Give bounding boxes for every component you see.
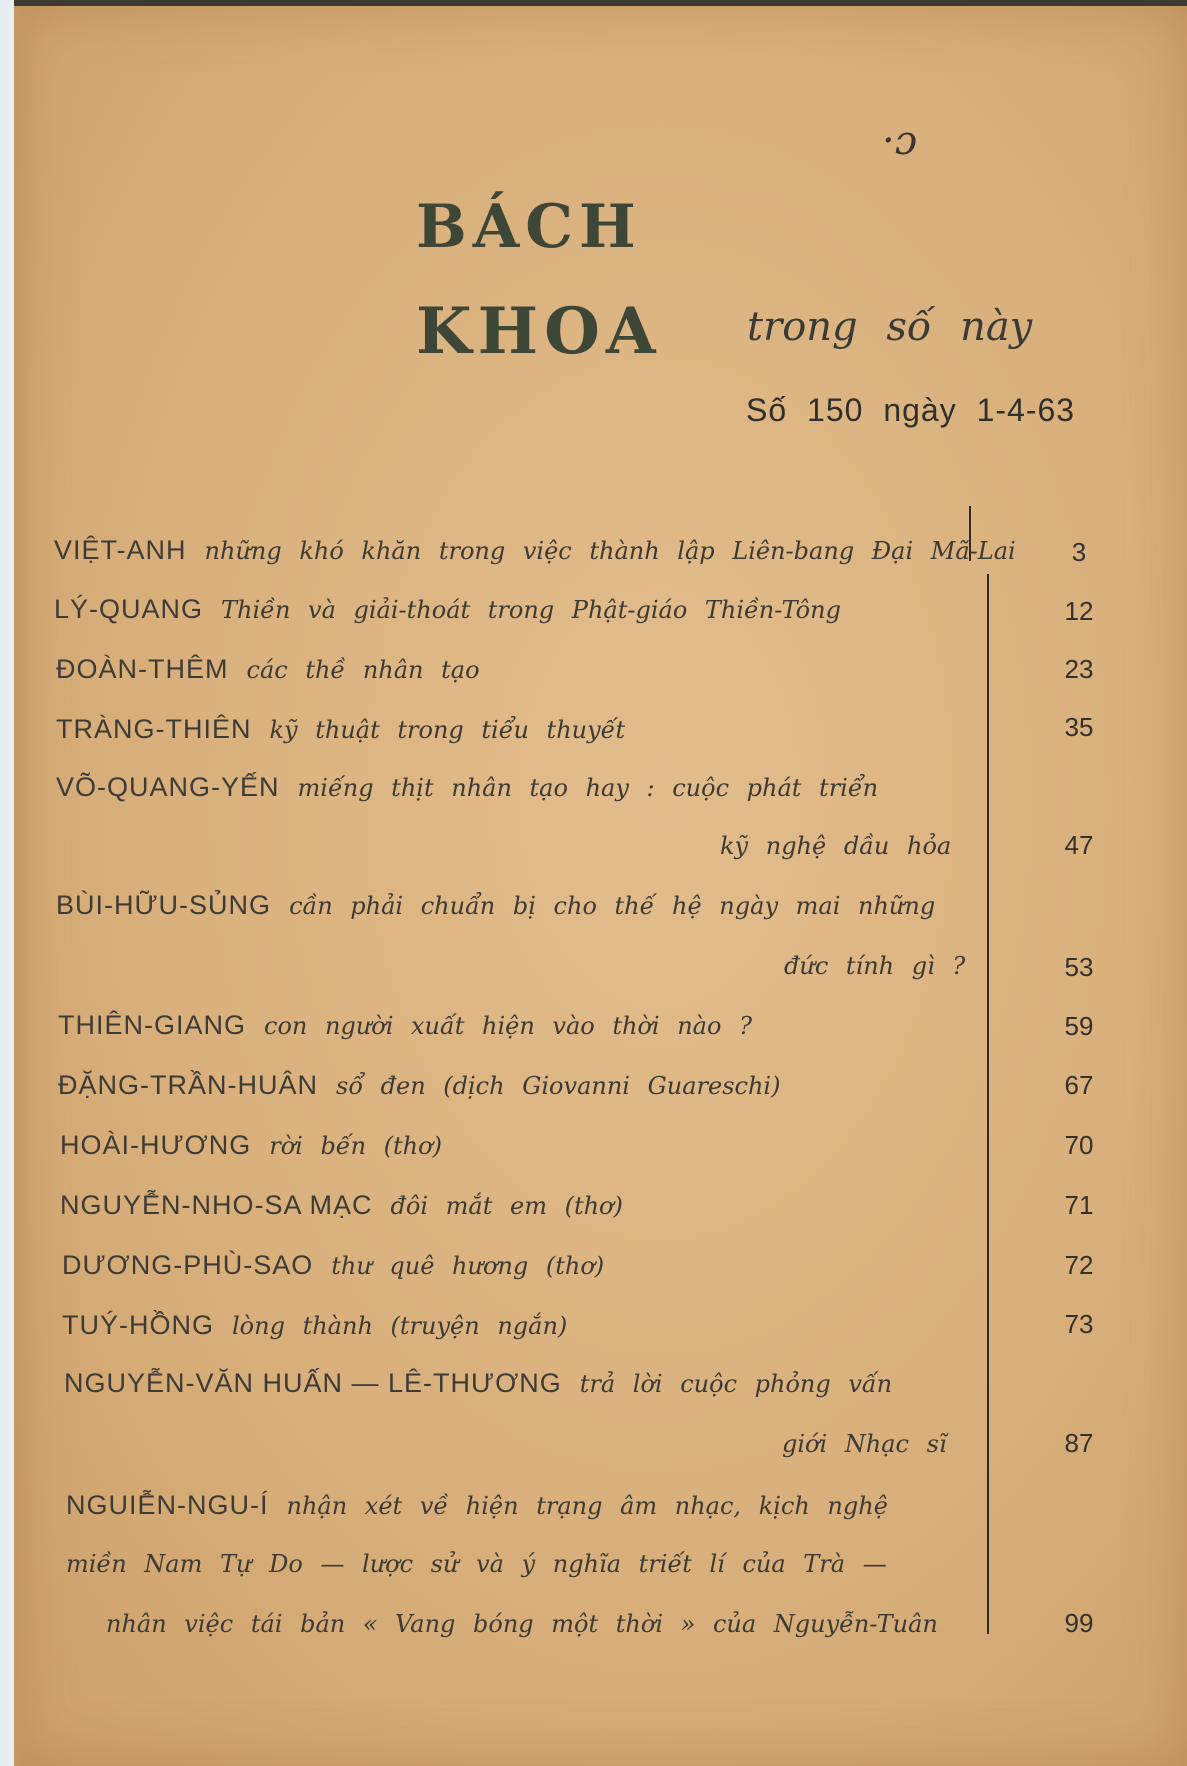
entry-page: 72	[1064, 1250, 1094, 1280]
entry-page: 12	[1064, 596, 1094, 626]
entry-title: Thiền và giải-thoát trong Phật-giáo Thiền-Tông	[221, 596, 841, 624]
entry-author: DƯƠNG-PHÙ-SAO	[62, 1250, 314, 1280]
entry-title: đôi mắt em (thơ)	[390, 1192, 623, 1220]
entry-author: LÝ-QUANG	[54, 594, 204, 624]
entry-title: miếng thịt nhân tạo hay : cuộc phát triển	[297, 774, 879, 802]
entry-page: 67	[1064, 1070, 1094, 1100]
entry-author: TUÝ-HỒNG	[62, 1310, 214, 1340]
entry-page: 71	[1064, 1190, 1094, 1220]
entry-author: ĐOÀN-THÊM	[56, 654, 229, 684]
entry-page: 59	[1064, 1011, 1094, 1041]
entry-author: BÙI-HỮU-SỦNG	[56, 890, 272, 920]
entry-page: 35	[1064, 712, 1094, 742]
column-divider	[987, 574, 989, 1634]
entry-title: cần phải chuẩn bị cho thế hệ ngày mai những	[289, 892, 936, 920]
entry-title: lòng thành (truyện ngắn)	[232, 1312, 568, 1340]
entry-author: NGUYỄN-VĂN HUẤN — LÊ-THƯƠNG	[64, 1368, 562, 1398]
issue-info: Số 150 ngày 1-4-63	[746, 392, 1076, 428]
masthead-line2: KHOA	[416, 294, 662, 369]
entry-author: NGUYỄN-NHO-SA MẠC	[60, 1190, 373, 1220]
entry-author: VIỆT-ANH	[54, 535, 187, 565]
entry-title: con người xuất hiện vào thời nào ?	[264, 1012, 752, 1040]
magazine-page	[14, 0, 1187, 1766]
entry-title: sổ đen (dịch Giovanni Guareschi)	[336, 1072, 781, 1100]
entry-author: ĐẶNG-TRẦN-HUÂN	[58, 1070, 318, 1100]
entry-author: NGUIỄN-NGU-Í	[66, 1490, 269, 1520]
entry-title: kỹ thuật trong tiểu thuyết	[269, 716, 626, 744]
entry-page: 23	[1064, 654, 1094, 684]
entry-page: 87	[1064, 1428, 1094, 1458]
entry-page: 53	[1064, 952, 1094, 982]
entry-page: 47	[1064, 830, 1094, 860]
masthead-line1: BÁCH	[416, 192, 642, 262]
entry-title: những khó khăn trong việc thành lập Liên-bang Đại Mã-Lai	[204, 537, 1016, 565]
entry-title-continued: nhân việc tái bản « Vang bóng một thời » của Nguyễn-Tuân	[106, 1610, 938, 1638]
entry-author: THIÊN-GIANG	[58, 1010, 247, 1040]
entry-page: 3	[1071, 537, 1087, 567]
entry-author: HOÀI-HƯƠNG	[60, 1130, 252, 1160]
entry-title-continued: giới Nhạc sĩ	[782, 1430, 947, 1458]
handwritten-mark: ·ɔ	[882, 118, 918, 164]
entry-page: 70	[1064, 1130, 1094, 1160]
masthead-subtitle: trong số này	[747, 304, 1033, 350]
entry-title: thư quê hương (thơ)	[331, 1252, 605, 1280]
entry-title-continued: kỹ nghệ dầu hỏa	[720, 832, 952, 860]
entry-author: TRÀNG-THIÊN	[56, 714, 252, 744]
entry-title: nhận xét về hiện trạng âm nhạc, kịch nghệ	[286, 1492, 888, 1520]
entry-title: trả lời cuộc phỏng vấn	[579, 1370, 893, 1398]
entry-title: các thề nhân tạo	[246, 656, 480, 684]
entry-title: rời bến (thơ)	[269, 1132, 442, 1160]
entry-title-continued: đức tính gì ?	[784, 952, 966, 980]
entry-page: 99	[1064, 1608, 1094, 1638]
entry-author: VÕ-QUANG-YẾN	[56, 772, 280, 802]
entry-page: 73	[1064, 1309, 1094, 1339]
entry-title-continued: miền Nam Tự Do — lược sử và ý nghĩa triết lí của Trà —	[66, 1550, 887, 1578]
